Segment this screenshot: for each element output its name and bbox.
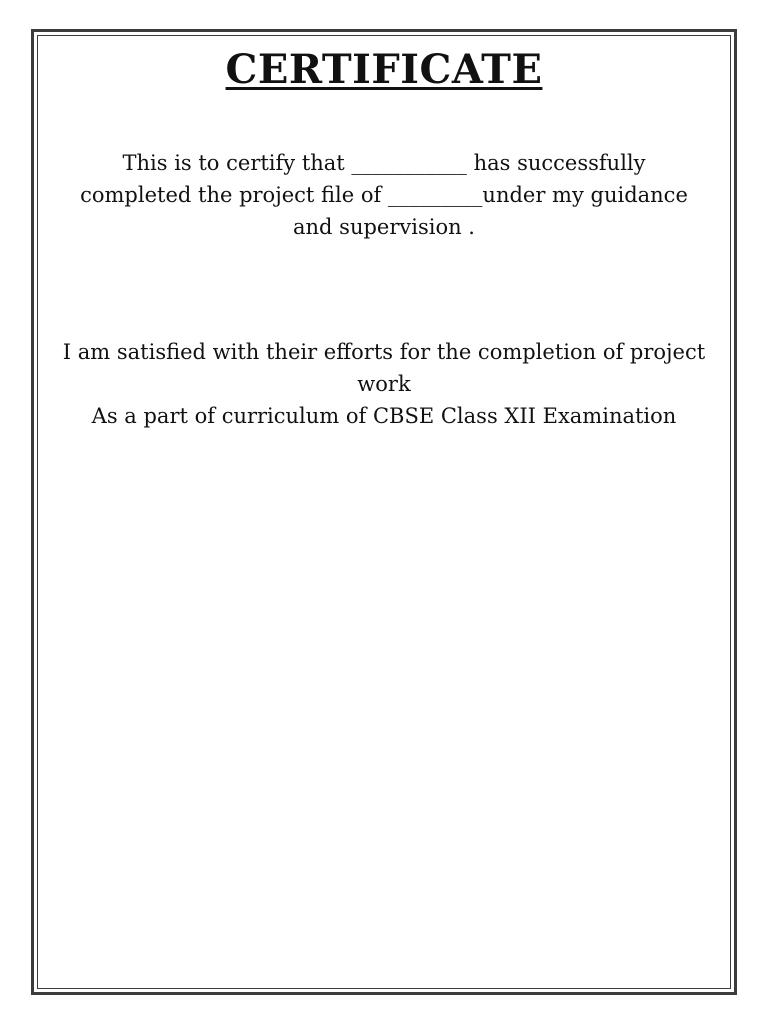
statement-line: As a part of curriculum of CBSE Class XII Examination xyxy=(91,404,677,428)
statement-line: This is to certify that ___________ has successfully xyxy=(122,151,646,175)
statement-line: completed the project file of _________under my guidance xyxy=(80,183,688,207)
satisfaction-statement xyxy=(40,336,728,432)
certificate-title xyxy=(0,44,768,96)
certification-statement xyxy=(40,147,728,243)
certificate-title-text: CERTIFICATE xyxy=(225,46,543,93)
statement-line: and supervision . xyxy=(293,215,475,239)
statement-line: I am satisfied with their efforts for the completion of project xyxy=(62,340,706,364)
statement-line: work xyxy=(357,372,411,396)
